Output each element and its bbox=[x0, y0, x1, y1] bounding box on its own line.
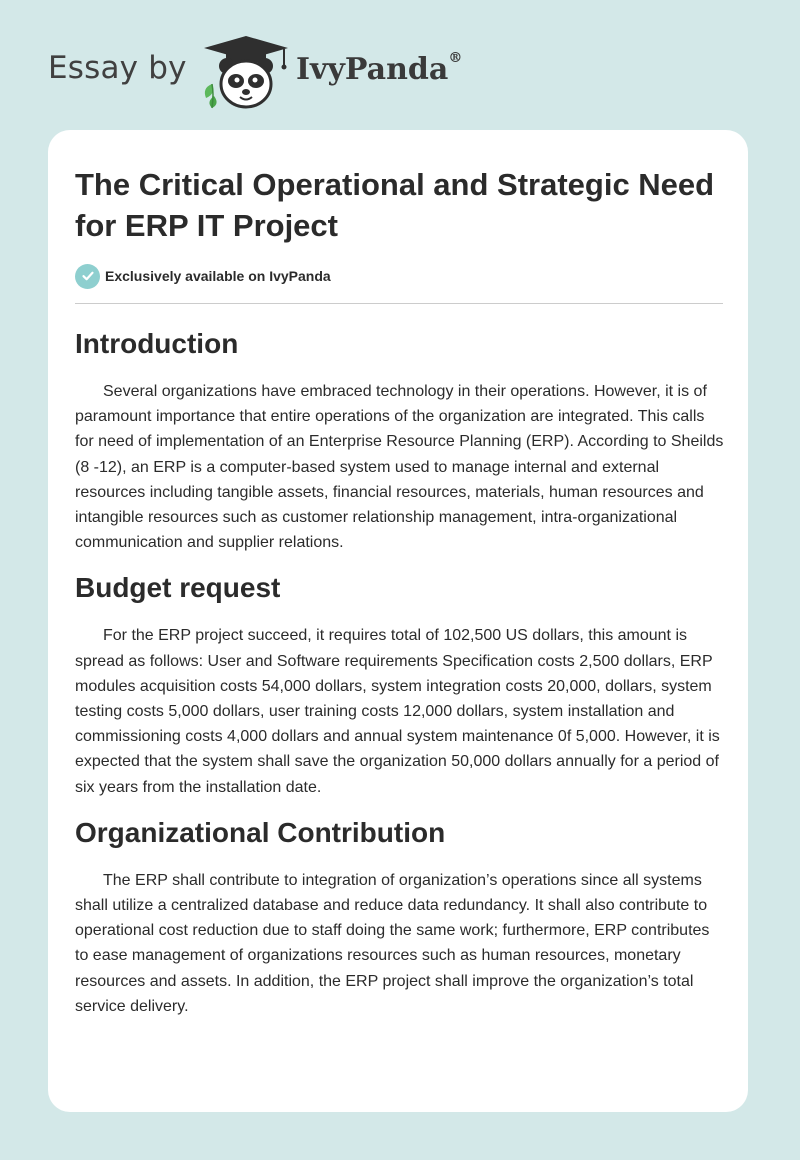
section-organizational-contribution bbox=[75, 810, 725, 1019]
section-budget-request bbox=[75, 565, 725, 799]
brand-text: IvyPanda bbox=[296, 52, 449, 87]
section-heading: Organizational Contribution bbox=[75, 816, 446, 848]
exclusive-badge-text: Exclusively available on IvyPanda bbox=[105, 268, 331, 284]
section-paragraph: Several organizations have embraced technology in their operations. However, it is of paramount importance that entire operations of the organization are integrated. This calls for need of implementation of an Enterprise Resource Planning (ERP). According to Sheilds (8 -12), an ERP is a computer-based system used to manage internal and external resources including tangible assets, financial resources, materials, human resources and intangible resources such as customer relationship management, intra-organizational communication and supplier relations. bbox=[75, 383, 724, 552]
section-paragraph: For the ERP project succeed, it requires total of 102,500 US dollars, this amount is spread as follows: User and Software requirements Specification costs 2,500 dollars, ERP modules acquisition costs 54,000 dollars, system integration costs 20,000, dollars, system testing costs 5,000 dollars, user training costs 12,000 dollars, system installation and commissioning costs 4,000 dollars and annual system maintenance 0f 5,000. However, it is expected that the system shall save the organization 50,000 dollars annually for a period of six years from the installation date. bbox=[75, 627, 720, 796]
brand-name[interactable] bbox=[296, 52, 462, 87]
essay-card bbox=[48, 130, 748, 1112]
section-paragraph: The ERP shall contribute to integration of organization’s operations since all systems shall utilize a centralized database and reduce data redundancy. It shall also contribute to operational cost reduction due to staff doing the same work; furthermore, ERP contributes to ease management of organizations resources such as human resources, monetary resources and assets. In addition, the ERP project shall improve the organization’s total service delivery. bbox=[75, 871, 710, 1015]
site-header bbox=[0, 0, 800, 130]
section-heading: Introduction bbox=[75, 328, 239, 359]
essay-by-label: Essay by bbox=[48, 50, 187, 86]
page-title: The Critical Operational and Strategic Need for ERP IT Project bbox=[75, 167, 715, 243]
essay-content bbox=[75, 321, 725, 1019]
check-circle-icon bbox=[75, 264, 100, 289]
title-divider bbox=[75, 303, 723, 304]
registered-mark: ® bbox=[448, 50, 463, 66]
section-introduction bbox=[75, 321, 725, 555]
section-heading: Budget request bbox=[75, 572, 281, 604]
ivypanda-logo-icon[interactable] bbox=[200, 36, 292, 110]
exclusive-badge bbox=[75, 263, 331, 289]
